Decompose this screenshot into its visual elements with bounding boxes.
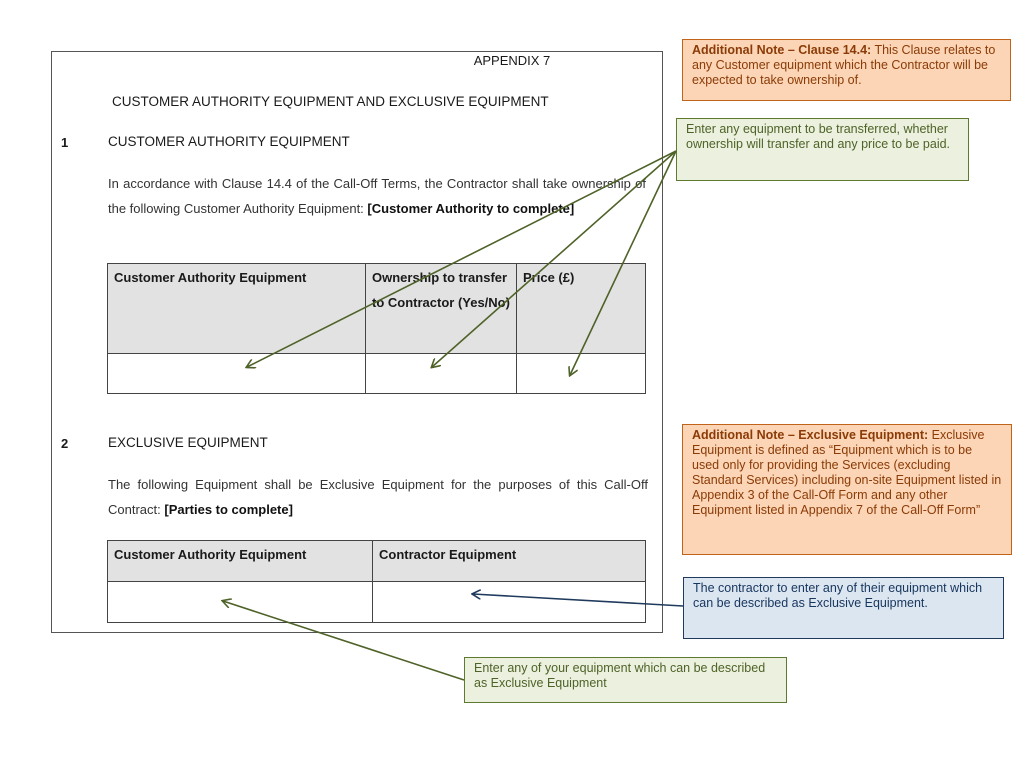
section1-paragraph-bold: [Customer Authority to complete]: [367, 201, 575, 216]
exclusive-note-text: Exclusive Equipment is defined as “Equipment which is to be used only for providing the Services (excluding Standard Services) including on-site Equipment listed in Appendix 3 of the Call-Off Form and any other Equipment listed in Appendix 7 of the Call-Off Form”: [692, 428, 1002, 517]
table-header-cell: Customer Authority Equipment: [108, 264, 366, 354]
arrow-to-equipment-cell: [247, 151, 676, 367]
clause-note-title: Additional Note – Clause 14.4:: [692, 43, 872, 57]
section1-heading: CUSTOMER AUTHORITY EQUIPMENT: [108, 134, 350, 149]
contractor-callout: The contractor to enter any of their equipment which can be described as Exclusive Equipment.: [683, 577, 1004, 639]
table-header-cell: Price (£): [517, 264, 646, 354]
appendix-subtitle: CUSTOMER AUTHORITY EQUIPMENT AND EXCLUSIVE EQUIPMENT: [112, 94, 549, 109]
section2-paragraph-text: The following Equipment shall be Exclusive Equipment for the purposes of this Call-Off Contract:: [108, 477, 648, 517]
section1-paragraph-text: In accordance with Clause 14.4 of the Call-Off Terms, the Contractor shall take ownership of the following Customer Authority Equipment:: [108, 176, 646, 216]
table-header-cell: Ownership to transfer to Contractor (Yes/No): [366, 264, 517, 354]
arrow-to-ownership-cell: [432, 151, 676, 367]
table-header-cell: Contractor Equipment: [373, 541, 646, 582]
section1-number: 1: [61, 135, 69, 150]
enter-equipment-callout: Enter any equipment to be transferred, whether ownership will transfer and any price to be paid.: [676, 118, 969, 181]
table-header-cell: Customer Authority Equipment: [108, 541, 373, 582]
arrow-to-contractor-cell: [473, 594, 683, 606]
arrow-to-price-cell: [570, 151, 676, 375]
clause-note-text: This Clause relates to any Customer equipment which the Contractor will be expected to take ownership of.: [692, 43, 996, 87]
section2-heading: EXCLUSIVE EQUIPMENT: [108, 435, 268, 450]
section2-number: 2: [61, 436, 69, 451]
exclusive-note-title: Additional Note – Exclusive Equipment:: [692, 428, 929, 442]
arrow-to-customer-cell: [223, 601, 464, 680]
your-equipment-callout: Enter any of your equipment which can be described as Exclusive Equipment: [464, 657, 787, 703]
section2-paragraph-bold: [Parties to complete]: [164, 502, 293, 517]
appendix-title: APPENDIX 7: [473, 53, 551, 68]
